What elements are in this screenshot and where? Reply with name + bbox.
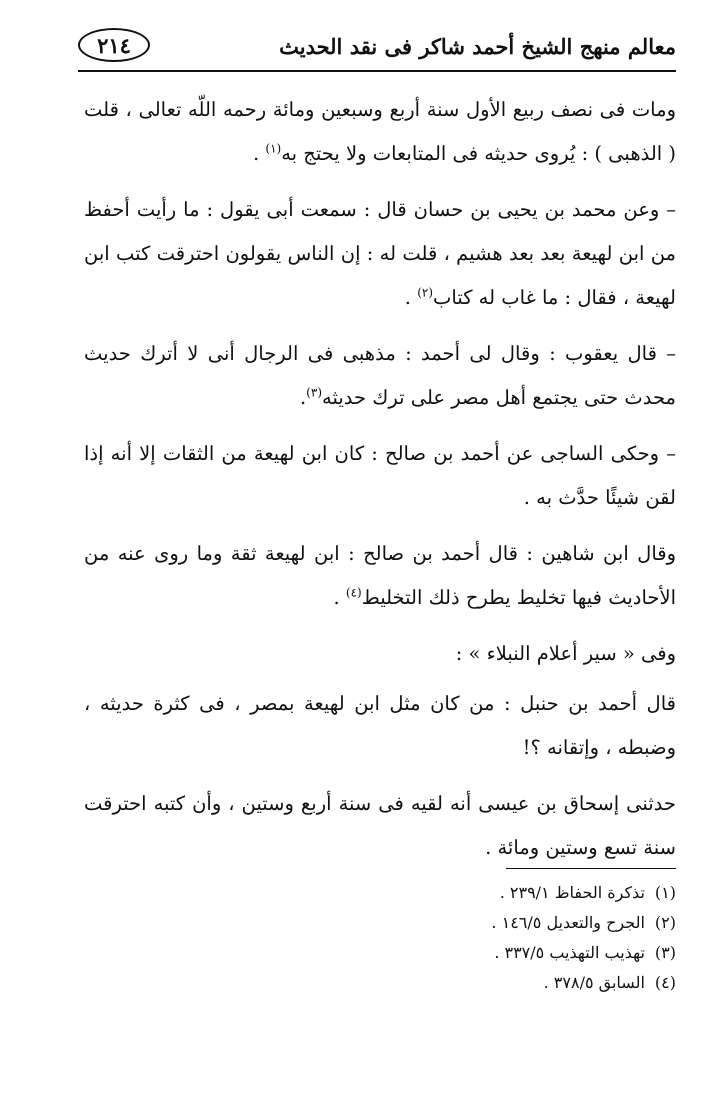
paragraph: – وعن محمد بن يحيى بن حسان قال : سمعت أبى يقول : ما رأيت أحفظ من ابن لهيعة بعد بعد هشيم ، قلت له : إن الناس يقولون احترقت كتب ابن لهيعة ، فقال : ما غاب له كتاب$^{(٢)}$ . <box>84 198 676 309</box>
paragraph: وفى « سير أعلام النبلاء » : <box>455 642 676 665</box>
main-text <box>84 88 676 882</box>
page-header <box>78 26 676 72</box>
footnote-number: (٣) <box>654 943 676 962</box>
footnote <box>84 878 676 908</box>
footnote-number: (٤) <box>654 973 676 992</box>
footnote <box>84 938 676 968</box>
footnote-text: السابق ٣٧٨/٥ . <box>543 973 645 992</box>
running-title: معالم منهج الشيخ أحمد شاكر فى نقد الحديث <box>279 34 676 59</box>
footnotes <box>84 878 676 998</box>
page-number: ٢١٤ <box>78 28 150 62</box>
footnote-text: تهذيب التهذيب ٣٣٧/٥ . <box>494 943 645 962</box>
footnote-marker: (٢) <box>417 285 434 300</box>
paragraph: – وحكى الساجى عن أحمد بن صالح : كان ابن لهيعة من الثقات إلا أنه إذا لقن شيئًا حدَّث به . <box>84 442 676 509</box>
footnote <box>84 968 676 998</box>
footnote-rule <box>506 868 676 869</box>
paragraph: حدثنى إسحاق بن عيسى أنه لقيه فى سنة أربع وستين ، وأن كتبه احترقت سنة تسع وستين ومائة . <box>84 792 676 859</box>
footnote-marker: (٣) <box>306 385 322 400</box>
footnote-text: الجرح والتعديل ١٤٦/٥ . <box>491 913 645 932</box>
footnote-number: (١) <box>654 883 676 902</box>
paragraph: قال أحمد بن حنبل : من كان مثل ابن لهيعة بمصر ، فى كثرة حديثه ، وضبطه ، وإتقانه ؟! <box>84 692 676 759</box>
footnote-text: تذكرة الحفاظ ٢٣٩/١ . <box>499 883 645 902</box>
paragraph: – قال يعقوب : وقال لى أحمد : مذهبى فى الرجال أنى لا أترك حديث محدث حتى يجتمع أهل مصر على ترك حديثه$^{(٣)}$. <box>84 342 676 409</box>
footnote-number: (٢) <box>654 913 676 932</box>
paragraph: وقال ابن شاهين : قال أحمد بن صالح : ابن لهيعة ثقة وما روى عنه من الأحاديث فيها تخليط يطرح ذلك التخليط$^{(٤)}$ . <box>84 542 676 609</box>
footnote-marker: (١) <box>265 141 282 156</box>
footnote-marker: (٤) <box>345 585 362 600</box>
footnote <box>84 908 676 938</box>
header-rule <box>78 70 676 72</box>
paragraph: ومات فى نصف ربيع الأول سنة أربع وسبعين ومائة رحمه اللّه تعالى ، قلت ( الذهبى ) : يُروى حديثه فى المتابعات ولا يحتج به$^{(١)}$ . <box>84 98 676 165</box>
